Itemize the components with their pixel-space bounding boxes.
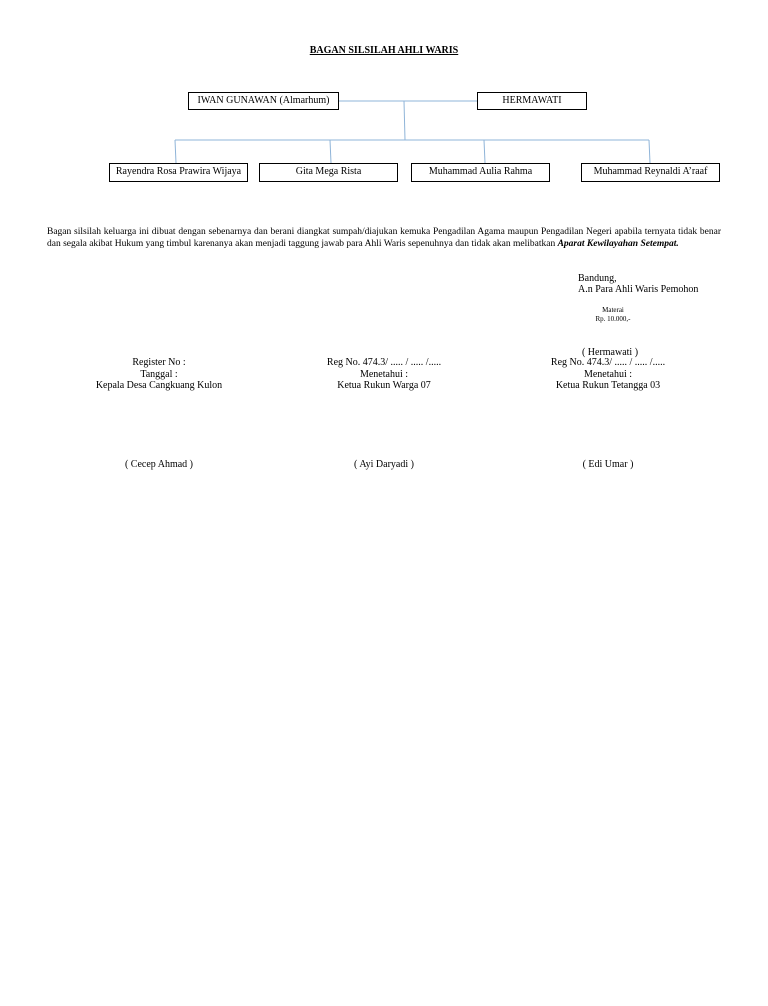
stamp-label: Materai	[602, 306, 624, 314]
mother-box: HERMAWATI	[477, 92, 587, 110]
statement-text: Bagan silsilah keluarga ini dibuat dengan sebenarnya dan berani diangkat sumpah/diajukan kemuka Pengadilan Agama maupun Pengadilan Negeri apabila ternyata tidak benar dan segala akibat Hukum yang timbul karenanya akan menjadi taggung jawab para Ahli Waris sepenuhnya dan tidak akan melibatkan	[47, 227, 721, 249]
child-box-4: Muhammad Reynaldi A’raaf	[581, 163, 720, 182]
child-4-connector	[649, 140, 650, 163]
signatory-1-role: Kepala Desa Cangkuang Kulon	[95, 380, 223, 391]
child-box-3: Muhammad Aulia Rahma	[411, 163, 550, 182]
signatory-3-name: ( Edi Umar )	[582, 459, 634, 470]
child-box-1: Rayendra Rosa Prawira Wijaya	[109, 163, 248, 182]
signatory-2-line2: Menetahui :	[359, 368, 409, 380]
descent-line	[404, 101, 405, 140]
applicant-name: ( Hermawati )	[581, 347, 639, 358]
father-box: IWAN GUNAWAN (Almarhum)	[188, 92, 339, 110]
signatory-1-line1: Register No :	[132, 357, 186, 368]
child-2-connector	[330, 140, 331, 163]
child-box-2: Gita Mega Rista	[259, 163, 398, 182]
signatory-2-name: ( Ayi Daryadi )	[354, 459, 414, 470]
child-3-connector	[484, 140, 485, 163]
document-title: BAGAN SILSILAH AHLI WARIS	[309, 45, 459, 56]
stamp-value: Rp. 10.000,-	[595, 315, 631, 323]
on-behalf-label: A.n Para Ahli Waris Pemohon	[578, 284, 699, 295]
child-1-connector	[175, 140, 176, 163]
statement-paragraph	[47, 226, 721, 250]
signatory-1-line2: Tanggal :	[140, 368, 178, 380]
signatory-3-line2: Menetahui :	[583, 368, 633, 380]
signatory-2-line1: Reg No. 474.3/ ..... / ..... /.....	[326, 357, 442, 368]
signatory-2-role: Ketua Rukun Warga 07	[337, 380, 431, 391]
signatory-3-role: Ketua Rukun Tetangga 03	[555, 380, 661, 391]
statement-emphasis: Aparat Kewilayahan Setempat.	[557, 239, 679, 249]
signatory-1-name: ( Cecep Ahmad )	[124, 459, 194, 470]
place-date: Bandung,	[578, 273, 617, 284]
signatory-3-line1: Reg No. 474.3/ ..... / ..... /.....	[550, 357, 666, 368]
